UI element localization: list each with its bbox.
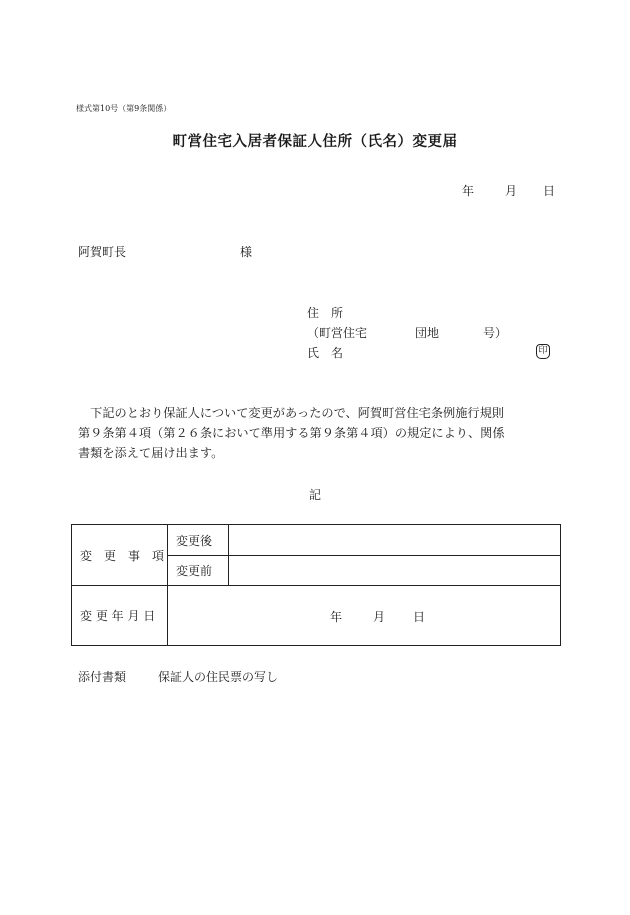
applicant-housing-prefix: （町営住宅 <box>307 326 368 340</box>
applicant-number-label: 号） <box>483 326 508 340</box>
change-date-label: 変 更 年 月 日 <box>72 586 168 646</box>
change-date-year: 年 <box>330 610 343 624</box>
body-line: 書類を添えて届け出ます。 <box>78 446 224 460</box>
after-label: 変更後 <box>168 525 229 556</box>
before-value-field[interactable] <box>229 556 561 586</box>
body-line: 第９条第４項（第２６条において準用する第９条第４項）の規定により、関係 <box>78 426 505 440</box>
change-date-day: 日 <box>413 610 426 624</box>
change-table <box>71 524 561 646</box>
applicant-address-label: 住 所 <box>307 306 344 320</box>
date-year-label: 年 <box>462 184 475 198</box>
applicant-complex-label: 団地 <box>415 326 440 340</box>
body-line: 下記のとおり保証人について変更があったので、阿賀町営住宅条例施行規則 <box>78 406 504 420</box>
before-label: 変更前 <box>168 556 229 586</box>
change-date-month: 月 <box>373 610 386 624</box>
attachments-label: 添付書類 <box>78 670 127 684</box>
attachments-value: 保証人の住民票の写し <box>158 670 279 684</box>
document-title: 町営住宅入居者保証人住所（氏名）変更届 <box>172 133 458 150</box>
change-date-field[interactable] <box>168 586 561 646</box>
seal-icon: 印 <box>536 344 550 359</box>
applicant-name-label: 氏 名 <box>307 346 344 360</box>
change-items-label: 変 更 事 項 <box>72 525 168 586</box>
addressee-name: 阿賀町長 <box>78 245 127 259</box>
form-number: 様式第10号（第9条関係） <box>76 104 172 113</box>
addressee-honorific: 様 <box>240 245 253 259</box>
date-month-label: 月 <box>505 184 518 198</box>
ki-label: 記 <box>308 488 321 502</box>
date-day-label: 日 <box>543 184 556 198</box>
after-value-field[interactable] <box>229 525 561 556</box>
body-text <box>78 403 558 463</box>
